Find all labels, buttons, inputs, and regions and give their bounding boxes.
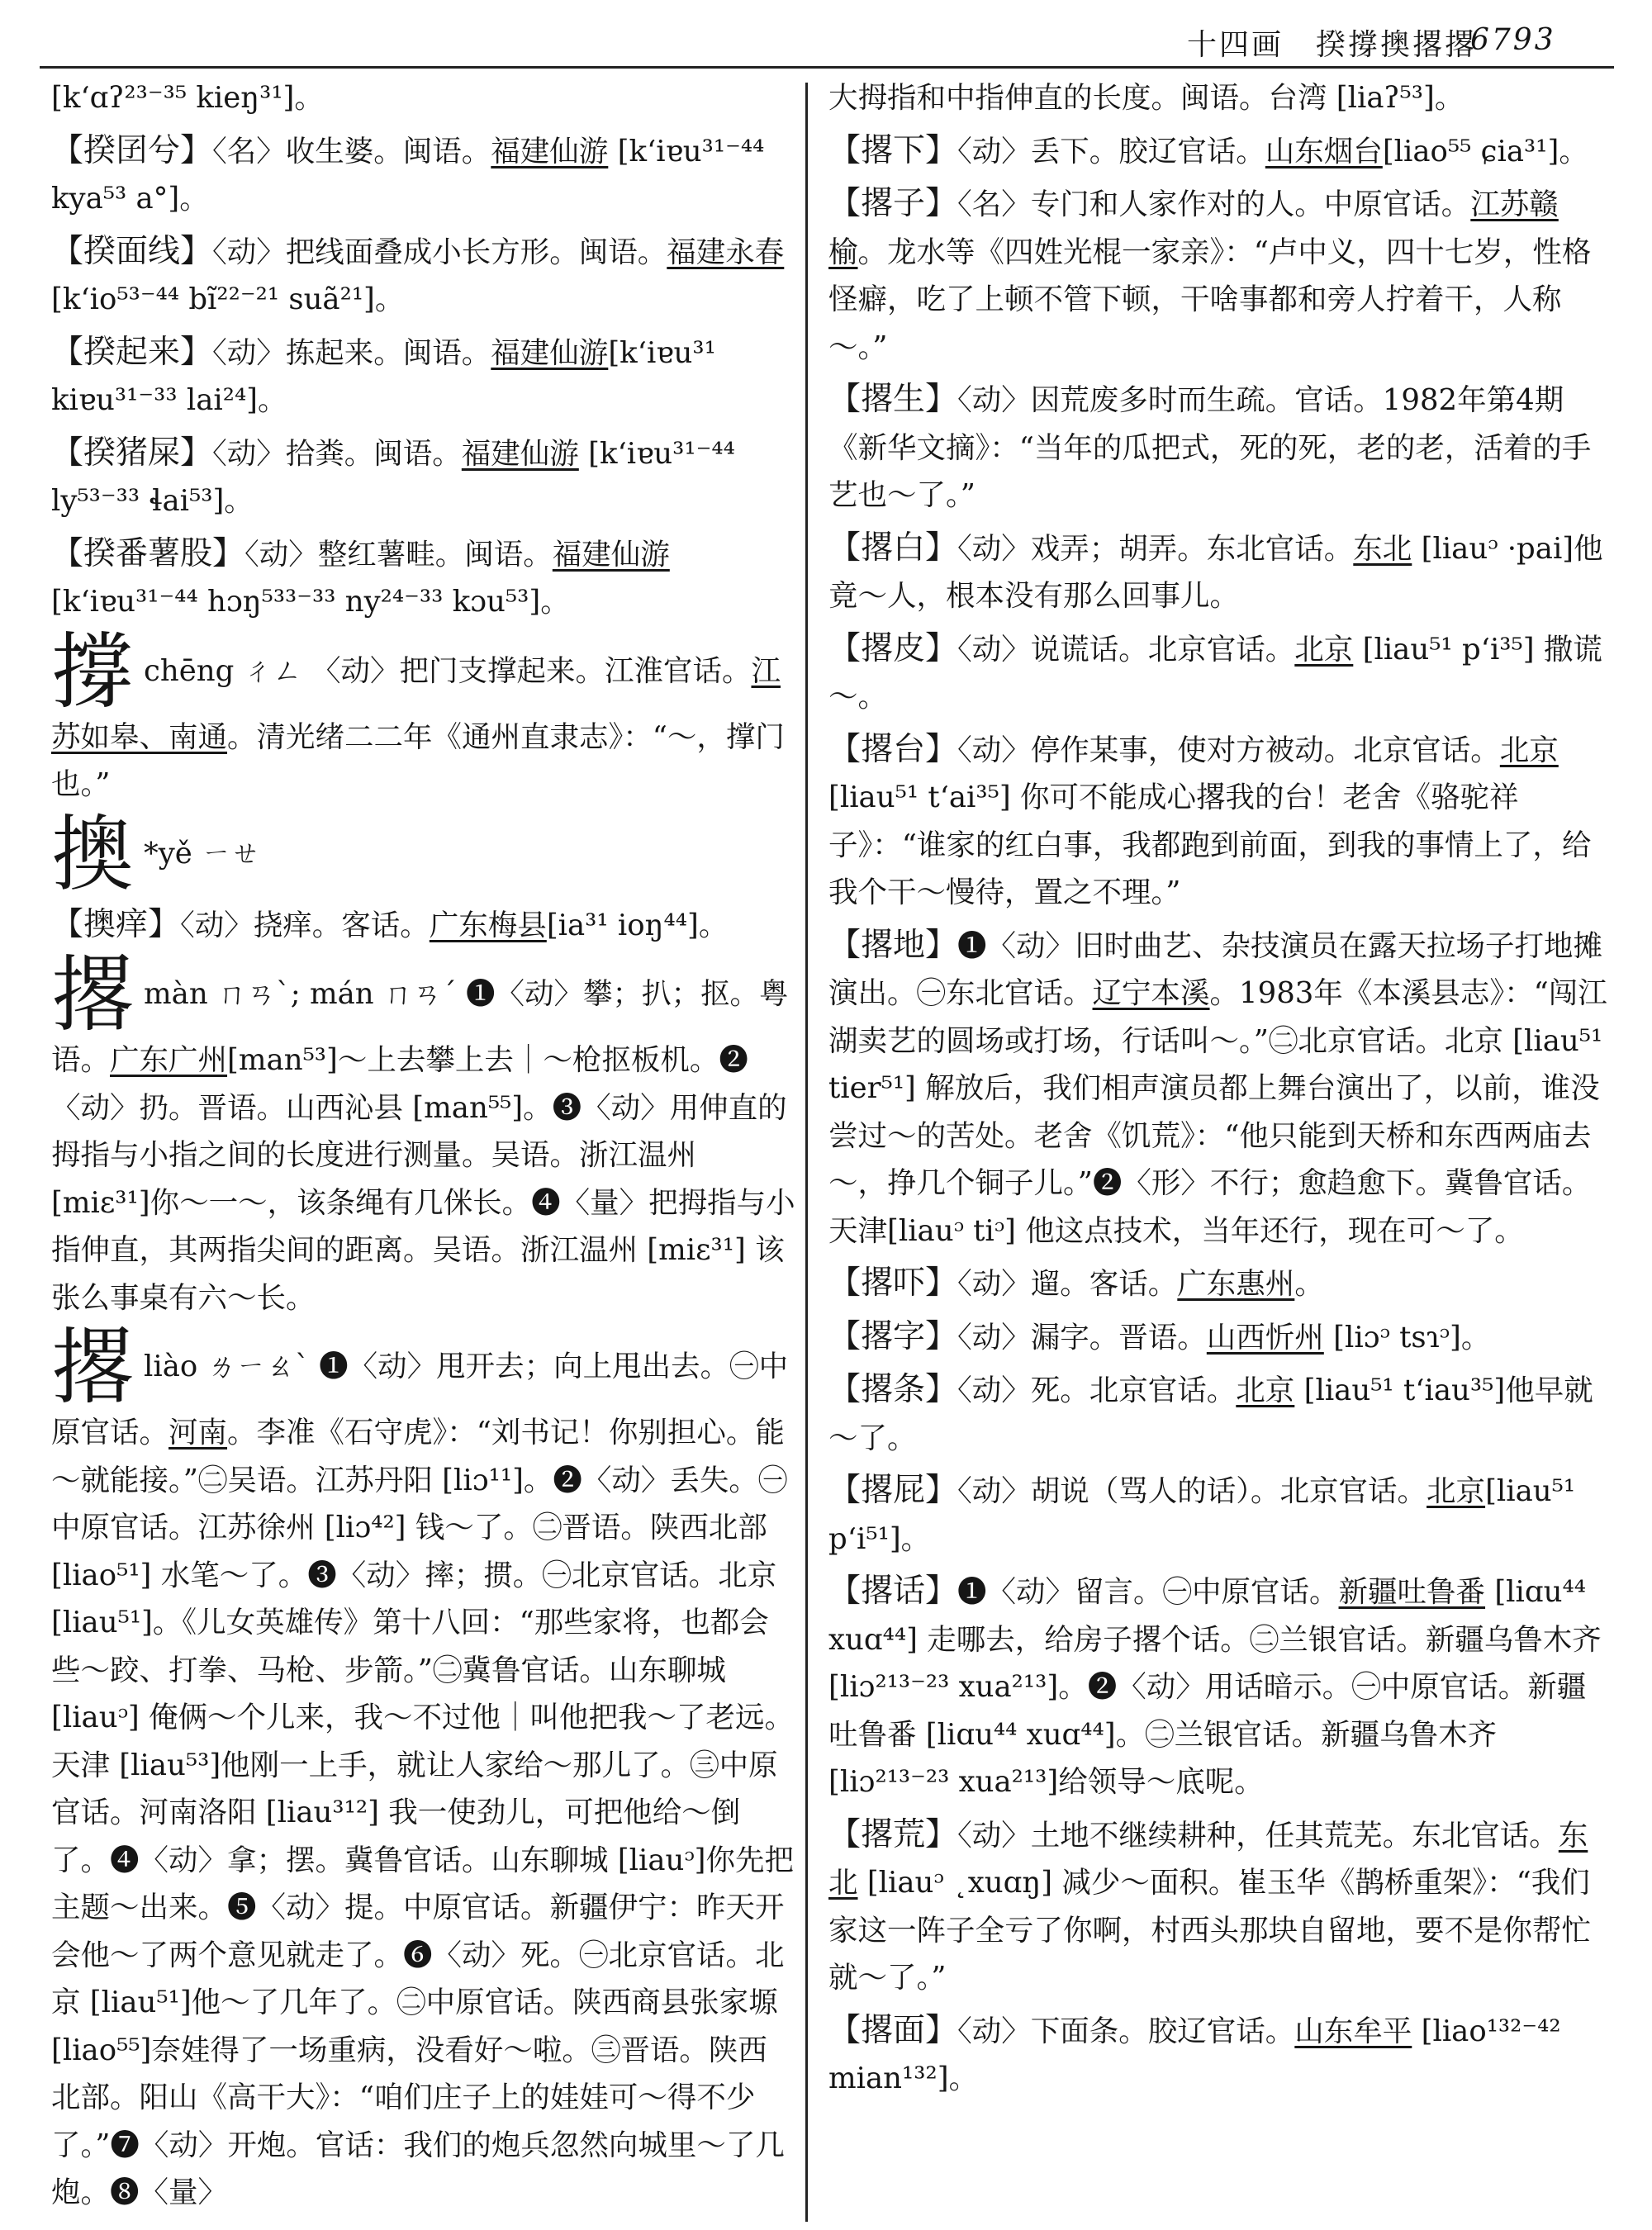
- entry: 【撂面】〈动〉下面条。胶辽官话。山东牟平 [liao¹³²⁻⁴² mian¹³²]。: [828, 2011, 1561, 2095]
- entry: 【撂荒】〈动〉土地不继续耕种，任其荒芜。东北官话。东北 [liauᵓ ˛xuɑŋ] 减少～面积。崔玉华《鹊桥重架》：“我们家这一阵子全亏了你啊，村西头那块自留地，要不是你帮忙就～了。”: [828, 1815, 1592, 1995]
- top-rule: [40, 66, 1614, 69]
- entry: 撂màn ㄇㄢˋ; mán ㄇㄢˊ ❶〈动〉攀；扒；抠。粤语。广东广州[man⁵³]～上去攀上去｜～枪抠板机。❷〈动〉扔。晋语。山西沁县 [man⁵⁵]。❸〈动〉用伸直的拇指与小指之间的长度进行测量。吴语。浙江温州 [miɛ³¹]你～一～，该条绳有几侎长。❹〈量〉把拇指与小指伸直，其两指尖间的距离。吴语。浙江温州 [miɛ³¹] 该张么事桌有六～长。: [51, 947, 795, 1315]
- entry: 【撂皮】〈动〉说谎话。北京官话。北京 [liau⁵¹ pʻi³⁵] 撒谎～。: [828, 629, 1602, 714]
- entry: 【撂话】❶〈动〉留言。㊀中原官话。新疆吐鲁番 [liɑu⁴⁴ xuɑ⁴⁴] 走哪去，给房子撂个话。㊁兰银官话。新疆乌鲁木齐 [liɔ²¹³⁻²³ xua²¹³]。❷〈动〉用话暗示。㊀中原官话。新疆吐鲁番 [liɑu⁴⁴ xuɑ⁴⁴]。㊁兰银官话。新疆乌鲁木齐 [liɔ²¹³⁻²³ xua²¹³]给领导～底呢。: [828, 1573, 1602, 1799]
- page-header: [0, 0, 1652, 71]
- entry: 【撂地】❶〈动〉旧时曲艺、杂技演员在露天拉场子打地摊演出。㊀东北官话。辽宁本溪。1983年《本溪县志》：“闯江湖卖艺的圆场或打场，行话叫～。”㊁北京官话。北京 [liau⁵¹ tier⁵¹] 解放后，我们相声演员都上舞台演出了，以前，谁没尝过～的苦处。老舍《饥荒》：“他只能到天桥和东西两庙去～，挣几个铜子儿。”❷〈形〉不行；愈趋愈下。冀鲁官话。天津[liauᵓ tiᵓ] 他这点技术，当年还行，现在可～了。: [828, 926, 1607, 1248]
- entry: 【揆面线】〈动〉把线面叠成小长方形。闽语。福建永春 [kʻio⁵³⁻⁴⁴ bĩ²²⁻²¹ suã²¹]。: [51, 232, 785, 316]
- entry: 撂liào ㄌㄧㄠˋ ❶〈动〉甩开去；向上甩出去。㊀中原官话。河南。李准《石守虎》：“刘书记！你别担心。能～就能接。”㊁吴语。江苏丹阳 [liɔ¹¹]。❷〈动〉丢失。㊀中原官话。江苏徐州 [liɔ⁴²] 钱～了。㊁晋语。陕西北部 [liao⁵¹] 水笔～了。❸〈动〉摔；掼。㊀北京官话。北京 [liau⁵¹]。《儿女英雄传》第十八回：“那些家将，也都会些～跤、打拳、马枪、步箭。”㊁冀鲁官话。山东聊城 [liauᵓ] 俺俩～个儿来，我～不过他｜叫他把我～了老远。天津 [liau⁵³]他刚一上手，就让人家给～那儿了。㊂中原官话。河南洛阳 [liau³¹²] 我一使劲儿，可把他给～倒了。❹〈动〉拿；摆。冀鲁官话。山东聊城 [liauᵓ]你先把主题～出来。❺〈动〉提。中原官话。新疆伊宁：昨天开会他～了两个意见就走了。❻〈动〉死。㊀北京官话。北京 [liau⁵¹]他～了几年了。㊁中原官话。陕西商县张家塬[liao⁵⁵]奈娃得了一场重病，没看好～啦。㊂晋语。陕西北部。阳山《高干大》：“咱们庄子上的娃娃可～得不少了。”❼〈动〉开炮。官话：我们的炮兵忽然向城里～了几炮。❽〈量〉: [51, 1319, 795, 2209]
- entry: 【撂生】〈动〉因荒废多时而生疏。官话。1982年第4期《新华文摘》：“当年的瓜把式，死的死，老的老，活着的手艺也～了。”: [828, 381, 1592, 512]
- column-divider: [805, 83, 808, 2222]
- entry: 【撂字】〈动〉漏字。晋语。山西忻州 [liɔᵓ tsɿᵓ]。: [828, 1317, 1491, 1355]
- entry: 【揆猪屎】〈动〉拾粪。闽语。福建仙游 [kʻiɐu³¹⁻⁴⁴ ly⁵³⁻³³ ɬai⁵³]。: [51, 434, 735, 518]
- entry: 擙 *yě ㄧㄝ: [51, 805, 261, 903]
- entry: 【撂白】〈动〉戏弄；胡弄。东北官话。东北 [liauᵓ ·pai]他竟～人，根本没有那么回事儿。: [828, 529, 1603, 613]
- entry-continuation: [kʻɑʔ²³⁻³⁵ kieŋ³¹]。: [51, 81, 324, 115]
- entry: 【擙痒】〈动〉挠痒。客话。广东梅县[ia³¹ ioŋ⁴⁴]。: [51, 905, 729, 943]
- entry: 【揆起来】〈动〉拣起来。闽语。福建仙游[kʻiɐu³¹ kiɐu³¹⁻³³ lai²⁴]。: [51, 333, 716, 417]
- entry: 撐chēng ㄔㄥ 〈动〉把门支撑起来。江淮官话。江苏如皋、南通。清光绪二二年《通州直隶志》：“～，撑门也。”: [51, 623, 785, 801]
- entry: 【撂吓】〈动〉遛。客话。广东惠州。: [828, 1264, 1324, 1302]
- entry: 【揆囝兮】〈名〉收生婆。闽语。福建仙游 [kʻiɐu³¹⁻⁴⁴ kya⁵³ a°]。: [51, 131, 765, 216]
- entry: 【撂下】〈动〉丢下。胶辽官话。山东烟台[liao⁵⁵ ɕia³¹]。: [828, 131, 1588, 169]
- entry: 【撂台】〈动〉停作某事，使对方被动。北京官话。北京 [liau⁵¹ tʻai³⁵] 你可不能成心撂我的台！老舍《骆驼祥子》：“谁家的红白事，我都跑到前面，到我的事情上了，给我个干～慢待，置之不理。”: [828, 730, 1592, 909]
- entry: 【揆番薯股】〈动〉整红薯畦。闽语。福建仙游 [kʻiɐu³¹⁻⁴⁴ hɔŋ⁵³³⁻³³ ny²⁴⁻³³ kɔu⁵³]。: [51, 534, 670, 619]
- left-column: [51, 74, 796, 2222]
- entry-continuation: 大拇指和中指伸直的长度。闽语。台湾 [liaʔ⁵³]。: [828, 81, 1464, 115]
- entry: 【撂子】〈名〉专门和人家作对的人。中原官话。江苏赣榆。龙水等《四姓光棍一家亲》：“卢中义，四十七岁，性格怪癖，吃了上顿不管下顿，干啥事都和旁人拧着干，人称～。”: [828, 185, 1592, 364]
- page-number: 6793: [1470, 23, 1556, 57]
- entry: 【撂条】〈动〉死。北京官话。北京 [liau⁵¹ tʻiau³⁵]他早就～了。: [828, 1371, 1593, 1455]
- section-header: 十四画 揆撐擙撂撂: [1187, 28, 1478, 62]
- entry: 【撂屁】〈动〉胡说（骂人的话）。北京官话。北京[liau⁵¹ pʻi⁵¹]。: [828, 1472, 1576, 1556]
- right-column: [828, 74, 1615, 2108]
